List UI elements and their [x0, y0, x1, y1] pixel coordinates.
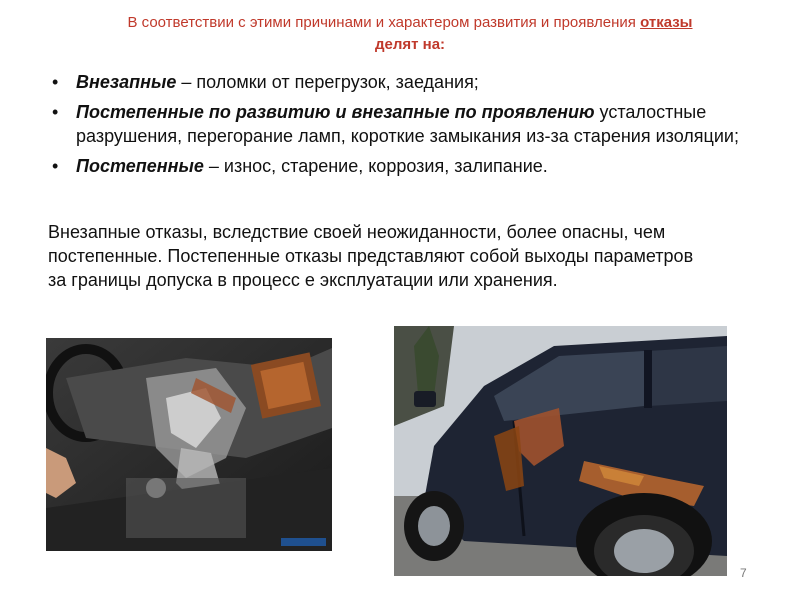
rusted-car-image — [394, 326, 727, 576]
list-item — [48, 154, 748, 178]
bullet-icon: • — [52, 72, 59, 92]
title-highlight: отказы — [640, 14, 693, 31]
title-text-end: делят на: — [374, 36, 446, 53]
list-item-term: Внезапные — [76, 72, 177, 92]
body-paragraph: Внезапные отказы, вследствие своей неожиданности, более опасны, чем постепенные. Постепенные отказы представляют собой выходы параметров за границы допуска в процесс е эксплуатации или хранения. — [48, 222, 694, 290]
list-item-term: Постепенные — [76, 156, 204, 176]
burnt-interior-image — [46, 338, 332, 551]
list-item-text: усталостные разрушения, перегорание ламп, короткие замыкания из-за старения изоляции; — [76, 102, 739, 146]
bullet-icon: • — [52, 102, 59, 122]
page-number: 7 — [740, 566, 747, 580]
bullet-icon: • — [52, 156, 59, 176]
slide-title — [60, 12, 760, 56]
failure-type-list — [48, 70, 748, 184]
burnt-interior-photo — [46, 338, 332, 551]
list-item — [48, 100, 748, 148]
list-item-term: Постепенные по развитию и внезапные по проявлению — [76, 102, 595, 122]
title-text: В соответствии с этими причинами и характером развития и проявления — [127, 14, 636, 31]
list-item-text: – износ, старение, коррозия, залипание. — [203, 156, 548, 176]
rusted-car-photo — [394, 326, 727, 576]
list-item — [48, 70, 748, 94]
list-item-text: – поломки от перегрузок, заедания; — [176, 72, 479, 92]
